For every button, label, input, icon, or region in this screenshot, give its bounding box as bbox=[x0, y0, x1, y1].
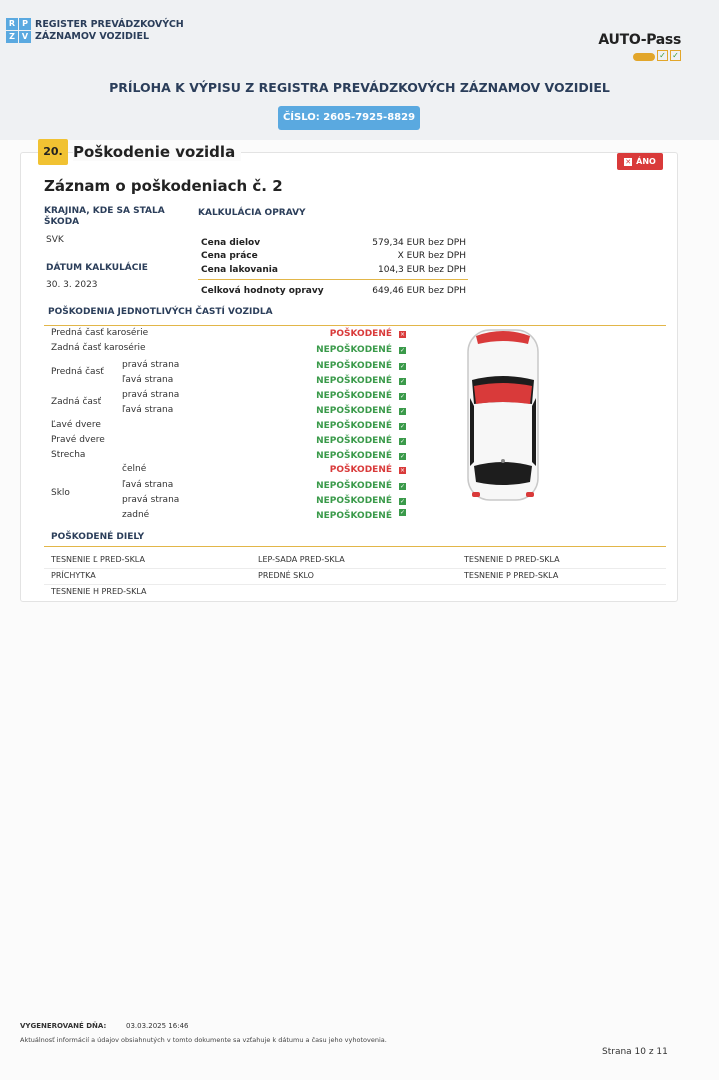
ok-square-icon: ✓ bbox=[399, 347, 406, 354]
car-tail-light-right bbox=[526, 492, 534, 497]
part-group-label: Sklo bbox=[51, 488, 70, 498]
cost-label: Cena práce bbox=[201, 251, 258, 261]
footer-note: Aktuálnosť informácií a údajov obsiahnutých v tomto dokumente sa vzťahuje k dátumu a času jeho vyhotovenia. bbox=[20, 1036, 387, 1044]
autopass-icons bbox=[598, 50, 681, 61]
document-number-badge: ČÍSLO: 2605-7925-8829 bbox=[278, 106, 420, 130]
cost-label: Cena lakovania bbox=[201, 265, 278, 275]
part-status-ok: NEPOŠKODENÉ bbox=[316, 345, 392, 355]
total-value: 649,46 EUR bez DPH bbox=[372, 286, 466, 296]
ok-square-icon: ✓ bbox=[399, 438, 406, 445]
damaged-part-item: TESNENIE D PRED-SKLA bbox=[464, 555, 560, 564]
part-status-ok: NEPOŠKODENÉ bbox=[316, 511, 392, 521]
part-status-ok: NEPOŠKODENÉ bbox=[316, 496, 392, 506]
country-label bbox=[44, 206, 165, 228]
ok-square-icon: ✓ bbox=[399, 378, 406, 385]
cost-value: X EUR bez DPH bbox=[397, 251, 466, 261]
logo-grid-icon bbox=[6, 18, 31, 43]
part-row-label: Predná časť karosérie bbox=[51, 328, 149, 338]
damaged-square-icon: × bbox=[399, 331, 406, 338]
total-label: Celková hodnoty opravy bbox=[201, 286, 324, 296]
total-divider bbox=[198, 279, 468, 280]
part-status-ok: NEPOŠKODENÉ bbox=[316, 451, 392, 461]
car-tail-light-left bbox=[472, 492, 480, 497]
ok-square-icon: ✓ bbox=[399, 483, 406, 490]
ok-square-icon: ✓ bbox=[399, 363, 406, 370]
part-row-sublabel: čelné bbox=[122, 464, 147, 474]
generated-date: 03.03.2025 16:46 bbox=[126, 1022, 189, 1030]
part-row-sublabel: ľavá strana bbox=[122, 480, 174, 490]
car-left-windows bbox=[470, 398, 474, 466]
check-box-icon: ✓ bbox=[657, 50, 668, 61]
car-rear-window bbox=[474, 462, 532, 485]
cost-value: 104,3 EUR bez DPH bbox=[378, 265, 466, 275]
ok-square-icon: ✓ bbox=[399, 408, 406, 415]
damaged-part-item: LEP-SADA PRED-SKLA bbox=[258, 555, 345, 564]
damaged-part-item: PRÍCHYTKA bbox=[51, 571, 96, 580]
part-group-label: Predná časť bbox=[51, 367, 104, 377]
part-status-ok: NEPOŠKODENÉ bbox=[316, 406, 392, 416]
country-label-line-1: KRAJINA, KDE SA STALA bbox=[44, 206, 165, 216]
country-value: SVK bbox=[46, 235, 64, 245]
part-status-damaged: POŠKODENÉ bbox=[329, 329, 392, 339]
part-row-sublabel: ľavá strana bbox=[122, 405, 174, 415]
part-row-sublabel: pravá strana bbox=[122, 495, 180, 505]
logo-letter: Z bbox=[6, 31, 18, 43]
part-row-label: Strecha bbox=[51, 450, 86, 460]
part-row-sublabel: pravá strana bbox=[122, 390, 180, 400]
calculation-label: KALKULÁCIA OPRAVY bbox=[198, 208, 306, 218]
part-row-label: Pravé dvere bbox=[51, 435, 105, 445]
section-title: Poškodenie vozidla bbox=[73, 143, 241, 161]
part-row-label: Ľavé dvere bbox=[51, 420, 101, 430]
logo-text bbox=[35, 19, 184, 43]
part-group-label: Zadná časť bbox=[51, 397, 102, 407]
part-status-ok: NEPOŠKODENÉ bbox=[316, 421, 392, 431]
cost-value: 579,34 EUR bez DPH bbox=[372, 238, 466, 248]
damaged-square-icon: × bbox=[399, 467, 406, 474]
section-number: 20. bbox=[38, 139, 68, 165]
ok-square-icon: ✓ bbox=[399, 509, 406, 516]
part-status-ok: NEPOŠKODENÉ bbox=[316, 376, 392, 386]
part-status-ok: NEPOŠKODENÉ bbox=[316, 481, 392, 491]
damaged-part-item: TESNENIE H PRED-SKLA bbox=[51, 587, 147, 596]
car-right-windows bbox=[532, 398, 536, 466]
parts-divider bbox=[44, 325, 666, 326]
key-icon bbox=[633, 53, 655, 61]
ok-square-icon: ✓ bbox=[399, 393, 406, 400]
autopass-logo bbox=[598, 32, 681, 61]
parts-section-title: POŠKODENIA JEDNOTLIVÝCH ČASTÍ VOZIDLA bbox=[48, 307, 273, 317]
part-status-ok: NEPOŠKODENÉ bbox=[316, 391, 392, 401]
part-status-damaged: POŠKODENÉ bbox=[329, 465, 392, 475]
logo-letter: P bbox=[19, 18, 31, 30]
logo-line-1: REGISTER PREVÁDZKOVÝCH bbox=[35, 18, 184, 30]
damaged-part-item: PREDNÉ SKLO bbox=[258, 571, 314, 580]
logo-line-2: ZÁZNAMOV VOZIDIEL bbox=[35, 30, 150, 42]
damaged-parts-title: POŠKODENÉ DIELY bbox=[51, 532, 145, 542]
logo-letter: R bbox=[6, 18, 18, 30]
record-title: Záznam o poškodeniach č. 2 bbox=[44, 177, 283, 195]
ok-square-icon: ✓ bbox=[399, 423, 406, 430]
damage-badge bbox=[617, 153, 663, 170]
close-x-icon: ✕ bbox=[625, 157, 632, 166]
car-windshield-damaged bbox=[474, 383, 532, 404]
date-label: DÁTUM KALKULÁCIE bbox=[46, 263, 148, 273]
car-top-view-illustration bbox=[462, 326, 544, 504]
rpzv-logo bbox=[6, 18, 184, 43]
row-divider bbox=[44, 584, 666, 585]
page-number: Strana 10 z 11 bbox=[602, 1047, 668, 1057]
date-value: 30. 3. 2023 bbox=[46, 280, 98, 290]
autopass-name: AUTO-Pass bbox=[598, 32, 681, 48]
country-label-line-2: ŠKODA bbox=[44, 217, 80, 227]
generated-label: VYGENEROVANÉ DŇA: bbox=[20, 1022, 107, 1030]
ok-square-icon: ✓ bbox=[399, 498, 406, 505]
car-antenna bbox=[501, 459, 505, 463]
damaged-part-item: TESNENIE P PRED-SKLA bbox=[464, 571, 559, 580]
ok-square-icon: ✓ bbox=[399, 453, 406, 460]
document-title: PRÍLOHA K VÝPISU Z REGISTRA PREVÁDZKOVÝCH ZÁZNAMOV VOZIDIEL bbox=[109, 80, 610, 95]
damaged-parts-divider bbox=[44, 546, 666, 547]
cost-label: Cena dielov bbox=[201, 238, 261, 248]
damaged-part-item: TESNENIE Ľ PRED-SKLA bbox=[51, 555, 145, 564]
check-box-icon: ✓ bbox=[670, 50, 681, 61]
part-status-ok: NEPOŠKODENÉ bbox=[316, 436, 392, 446]
row-divider bbox=[44, 568, 666, 569]
part-row-sublabel: zadné bbox=[122, 510, 150, 520]
part-row-sublabel: ľavá strana bbox=[122, 375, 174, 385]
part-status-ok: NEPOŠKODENÉ bbox=[316, 361, 392, 371]
logo-letter: V bbox=[19, 31, 31, 43]
part-row-label: Zadná časť karosérie bbox=[51, 343, 146, 353]
damage-badge-label: ÁNO bbox=[636, 157, 656, 166]
part-row-sublabel: pravá strana bbox=[122, 360, 180, 370]
